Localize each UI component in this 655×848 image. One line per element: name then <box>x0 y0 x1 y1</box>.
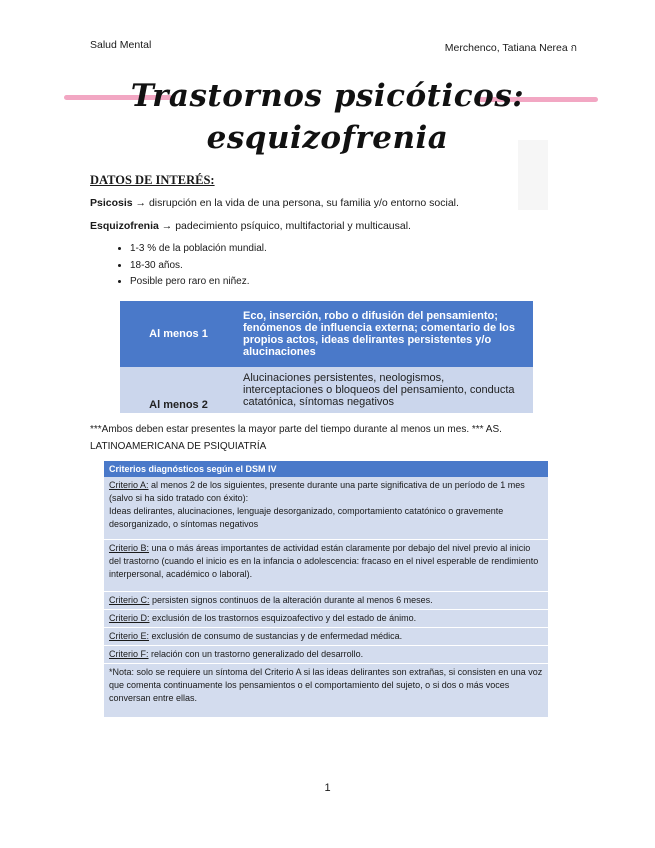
header-author: Merchenco, Tatiana Nerea ก <box>444 42 577 54</box>
criterion-label: Criterio F: <box>109 649 149 659</box>
table-row <box>120 301 533 367</box>
row-text: Alucinaciones persistentes, neologismos, interceptaciones o bloqueos del pensamiento, conducta catatónica, síntomas negativos <box>237 367 533 413</box>
table-row <box>104 628 548 646</box>
table-row <box>104 610 548 628</box>
page-title-line2: esquizofrenia <box>206 120 449 156</box>
criterion-cell <box>104 610 548 628</box>
table-header-row <box>104 461 548 477</box>
criterion-cell <box>104 592 548 610</box>
table-row <box>104 664 548 718</box>
page-title-line1: Trastornos psicóticos: <box>130 78 525 114</box>
criterion-text: exclusión de los trastornos esquizoafectivo y del estado de ánimo. <box>149 613 417 623</box>
definition-text: disrupción en la vida de una persona, su familia y/o entorno social. <box>148 197 459 209</box>
table-row <box>120 367 533 413</box>
definition-term: Esquizofrenia <box>90 220 159 232</box>
arrow-icon: → <box>158 220 176 232</box>
symptoms-table <box>120 301 533 413</box>
list-item: • Posible pero raro en niñez. <box>130 274 267 291</box>
criterion-cell <box>104 628 548 646</box>
criterion-cell <box>104 477 548 540</box>
criterion-label: Criterio D: <box>109 613 150 623</box>
criterion-text: relación con un trastorno generalizado del desarrollo. <box>148 649 364 659</box>
page-number: 1 <box>324 782 331 794</box>
row-label: Al menos 2 <box>120 367 237 413</box>
criterion-text: persisten signos continuos de la alteración durante al menos 6 meses. <box>149 595 433 605</box>
table-row <box>104 477 548 540</box>
criterion-label: Criterio E: <box>109 631 150 641</box>
row-label: Al menos 1 <box>120 301 237 367</box>
criterion-text: al menos 2 de los siguientes, presente durante una parte significativa de un período de 1 mes (salvo si ha sido tratado con éxito): <box>109 480 525 503</box>
criterion-label: Criterio A: <box>109 480 149 490</box>
arrow-icon: → <box>132 197 149 209</box>
criterion-note: *Nota: solo se requiere un síntoma del Criterio A si las ideas delirantes son extrañas, si consisten en una voz que comenta continuamente los pensamientos o el comportamiento del sujeto, o si dos o más voces conversan entre ellas. <box>109 667 543 703</box>
criterion-label: Criterio C: <box>109 595 150 605</box>
list-item: • 18-30 años. <box>130 258 267 275</box>
criterion-cell <box>104 646 548 664</box>
table-row <box>104 592 548 610</box>
note-text: ***Ambos deben estar presentes la mayor parte del tiempo durante al menos un mes. *** AS. LATINOAMERICANA DE PSIQUIATRÍA <box>90 424 502 452</box>
criterion-text: una o más áreas importantes de actividad están claramente por debajo del nivel previo al inicio del trastorno (cuando el inicio es en la infancia o adolescencia: fracaso en el nivel esperable de rendimiento interpersonal, académico o laboral). <box>109 543 539 579</box>
definition-psicosis <box>90 197 459 209</box>
criterion-text: exclusión de consumo de sustancias y de enfermedad médica. <box>149 631 403 641</box>
definition-term: Psicosis <box>90 197 133 209</box>
criterion-cell <box>104 664 548 718</box>
definition-text: padecimiento psíquico, multifactorial y multicausal. <box>175 220 411 232</box>
list-item: • 1-3 % de la población mundial. <box>130 241 267 258</box>
row-text: Eco, inserción, robo o difusión del pensamiento; fenómenos de influencia externa; comentario de los propios actos, ideas delirantes persistentes y/o alucinaciones <box>237 301 533 367</box>
facts-list <box>108 241 267 291</box>
dsm-criteria-table <box>104 461 548 718</box>
definition-esquizofrenia <box>90 220 411 232</box>
table-row <box>104 540 548 592</box>
table-header: Criterios diagnósticos según el DSM IV <box>104 461 548 477</box>
criterion-extra: Ideas delirantes, alucinaciones, lenguaje desorganizado, comportamiento catatónico o gravemente desorganizado, o síntomas negativos <box>109 506 504 529</box>
header-subject: Salud Mental <box>90 39 152 51</box>
criterion-label: Criterio B: <box>109 543 150 553</box>
table-row <box>104 646 548 664</box>
section-title: DATOS DE INTERÉS: <box>90 173 215 187</box>
criterion-cell <box>104 540 548 592</box>
